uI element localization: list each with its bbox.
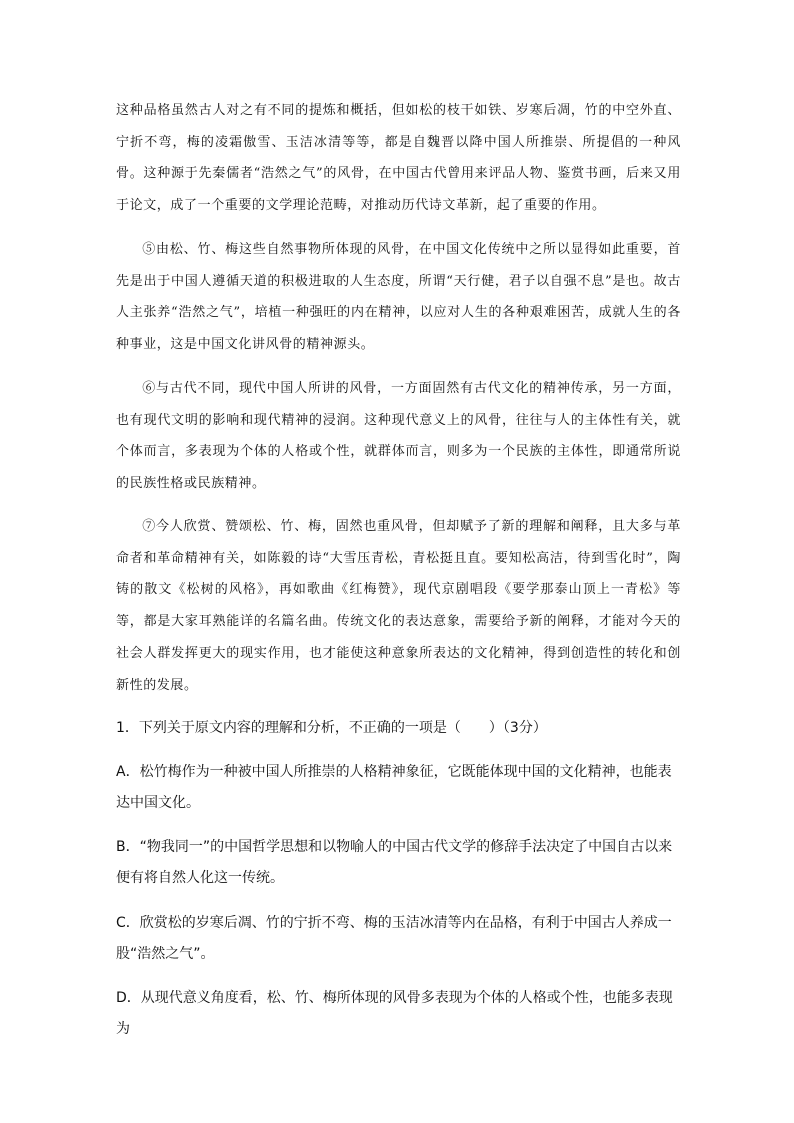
passage-paragraph-5-text: ⑤由松、竹、梅这些自然事物所体现的风骨，在中国文化传统中之所以显得如此重要，首先是出于中国人遵循天道的积极进取的人生态度，所谓“天行健，君子以自强不息”是也。故古人主张养“浩然之气”，培植一种强旺的内在精神，以应对人生的各种艰难困苦，成就人生的各种事业，这是中国文化讲风骨的精神源头。	[116, 242, 681, 353]
passage-paragraph-1: 这种品格虽然古人对之有不同的提炼和概括，但如松的枝干如铁、岁寒后凋，竹的中空外直、宁折不弯，梅的凌霜傲雪、玉洁冰清等等，都是自魏晋以降中国人所推崇、所提倡的一种风骨。这种源于先秦儒者“浩然之气”的风骨，在中国古代曾用来评品人物、鉴赏书画，后来又用于论文，成了一个重要的文学理论范畴，对推动历代诗文革新，起了重要的作用。	[116, 103, 681, 214]
passage-paragraph-7	[116, 511, 681, 701]
option-b: B．“物我同一”的中国哲学思想和以物喻人的中国古代文学的修辞手法决定了中国自古以来便有将自然人化这一传统。	[116, 839, 673, 886]
option-c: C．欣赏松的岁寒后凋、竹的宁折不弯、梅的玉洁冰清等内在品格，有利于中国古人养成一股“浩然之气”。	[116, 915, 672, 962]
passage-paragraph-5	[116, 234, 681, 361]
option-d: D．从现代意义角度看，松、竹、梅所体现的风骨多表现为个体的人格或个性，也能多表现为	[116, 990, 673, 1037]
passage-paragraph-6	[116, 373, 681, 500]
question-stem: 1．下列关于原文内容的理解和分析，不正确的一项是（ ）（3分）	[116, 720, 547, 736]
passage-paragraph-6-text: ⑥与古代不同，现代中国人所讲的风骨，一方面固然有古代文化的精神传承，另一方面，也有现代文明的影响和现代精神的浸润。这种现代意义上的风骨，往往与人的主体性有关，就个体而言，多表现为个体的人格或个性，就群体而言，则多为一个民族的主体性，即通常所说的民族性格或民族精神。	[116, 381, 681, 492]
option-a: A．松竹梅作为一种被中国人所推崇的人格精神象征，它既能体现中国的文化精神，也能表达中国文化。	[116, 764, 672, 811]
passage-paragraph-7-text: ⑦今人欣赏、赞颂松、竹、梅，固然也重风骨，但却赋予了新的理解和阐释，且大多与革命者和革命精神有关，如陈毅的诗“大雪压青松，青松挺且直。要知松高洁，待到雪化时”，陶铸的散文《松树的风格》，再如歌曲《红梅赞》，现代京剧唱段《要学那泰山顶上一青松》等等，都是大家耳熟能详的名篇名曲。传统文化的表达意象，需要给予新的阐释，才能对今天的社会人群发挥更大的现实作用，也才能使这种意象所表达的文化精神，得到创造性的转化和创新性的发展。	[116, 519, 681, 693]
